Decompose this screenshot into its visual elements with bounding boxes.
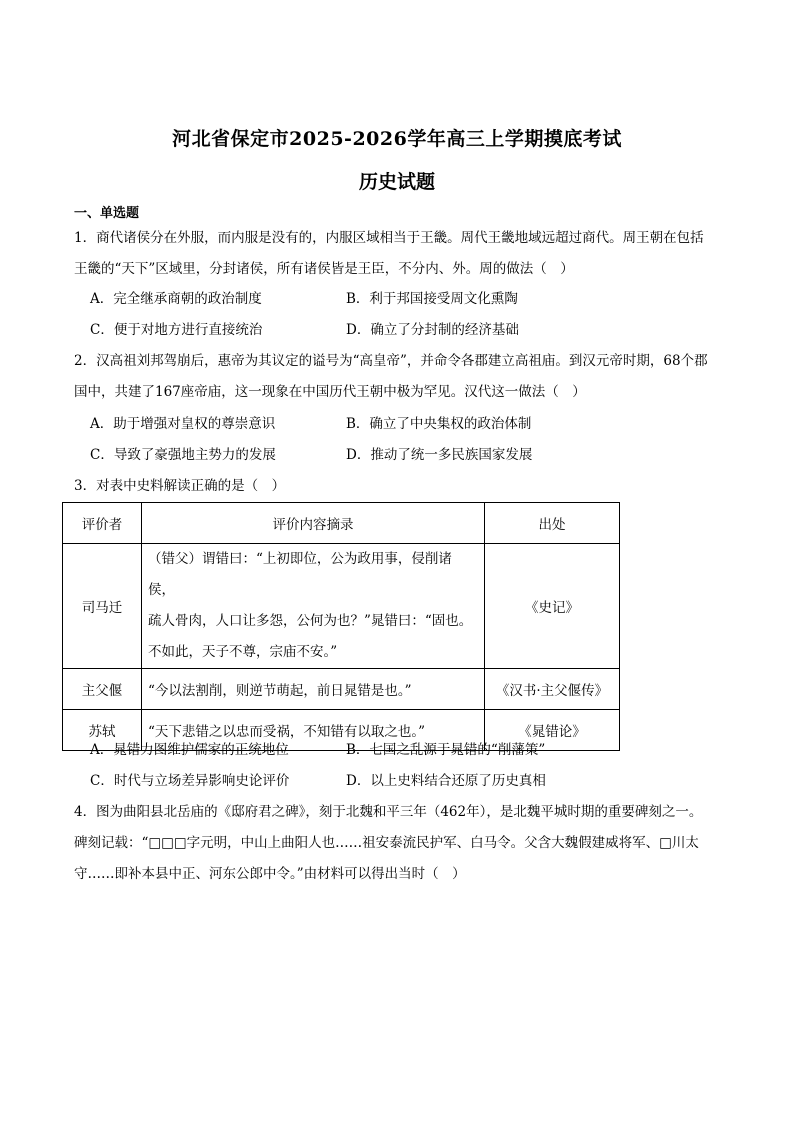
- evaluator-cell: 司马迁: [63, 544, 142, 669]
- q1-option-b: B．利于邦国接受周文化熏陶: [346, 291, 518, 307]
- source-cell: 《晁错论》: [485, 710, 620, 751]
- q1-stem-line1: 1．商代诸侯分在外服，而内服是没有的，内服区域相当于王畿。周代王畿地域远超过商代。周王朝在包括: [74, 230, 704, 246]
- content-line: 不如此，天子不尊，宗庙不安。”: [148, 644, 338, 660]
- content-line: （错父）谓错曰：“上初即位，公为政用事，侵削诸侯，: [148, 551, 452, 598]
- table-header-cell: 评价内容摘录: [142, 503, 485, 544]
- source-cell: 《汉书·主父偃传》: [485, 669, 620, 710]
- q3-option-c: C．时代与立场差异影响史论评价: [90, 773, 290, 789]
- content-line: 疏人骨肉，人口让多怨，公何为也？”晁错曰：“固也。: [148, 613, 473, 629]
- table-header-cell: 评价者: [63, 503, 142, 544]
- source-table: [62, 502, 620, 751]
- q2-stem-line1: 2．汉高祖刘邦驾崩后，惠帝为其议定的谥号为“高皇帝”，并命令各郡建立高祖庙。到汉元帝时期，68个郡: [74, 353, 708, 369]
- content-cell: [142, 544, 485, 669]
- q3-stem: 3．对表中史料解读正确的是（ ）: [74, 478, 286, 494]
- content-cell: “天下悲错之以忠而受祸，不知错有以取之也。”: [142, 710, 485, 751]
- content-cell: “今以法割削，则逆节萌起，前日晁错是也。”: [142, 669, 485, 710]
- q3-option-b: B．七国之乱源于晁错的“削藩策”: [346, 742, 546, 758]
- q2-option-b: B．确立了中央集权的政治体制: [346, 416, 532, 432]
- q3-option-d: D．以上史料结合还原了历史真相: [346, 773, 546, 789]
- q1-stem-line2: 王畿的“天下”区域里，分封诸侯，所有诸侯皆是王臣，不分内、外。周的做法（ ）: [74, 261, 574, 277]
- evaluator-cell: 主父偃: [63, 669, 142, 710]
- q4-stem-line2: 碑刻记载：“□□□字元明，中山上曲阳人也……祖安泰流民护军、白马令。父含大魏假建威将军、□川太: [74, 835, 699, 851]
- q2-option-d: D．推动了统一多民族国家发展: [346, 447, 533, 463]
- table-header-cell: 出处: [485, 503, 620, 544]
- source-cell: 《史记》: [485, 544, 620, 669]
- q1-option-c: C．便于对地方进行直接统治: [90, 322, 263, 338]
- exam-subtitle: 历史试题: [358, 171, 435, 193]
- q2-stem-line2: 国中，共建了167座帝庙，这一现象在中国历代王朝中极为罕见。汉代这一做法（ ）: [74, 384, 586, 400]
- q4-stem-line3: 守……即补本县中正、河东公郎中令。”由材料可以得出当时（ ）: [74, 866, 466, 882]
- q1-option-d: D．确立了分封制的经济基础: [346, 322, 519, 338]
- q3-option-a: A．晁错力图维护儒家的正统地位: [90, 742, 289, 758]
- q1-option-a: A．完全继承商朝的政治制度: [90, 291, 262, 307]
- q2-option-a: A．助于增强对皇权的尊崇意识: [90, 416, 276, 432]
- table-header-row: [63, 503, 620, 544]
- table-row: [63, 669, 620, 710]
- table-row: [63, 544, 620, 669]
- q4-stem-line1: 4．图为曲阳县北岳庙的《邸府君之碑》，刻于北魏和平三年（462年），是北魏平城时期的重要碑刻之一。: [74, 804, 703, 820]
- section-heading: 一、单选题: [74, 206, 140, 221]
- evaluator-cell: 苏轼: [63, 710, 142, 751]
- exam-title: 河北省保定市2025-2026学年高三上学期摸底考试: [172, 128, 622, 150]
- q2-option-c: C．导致了豪强地主势力的发展: [90, 447, 276, 463]
